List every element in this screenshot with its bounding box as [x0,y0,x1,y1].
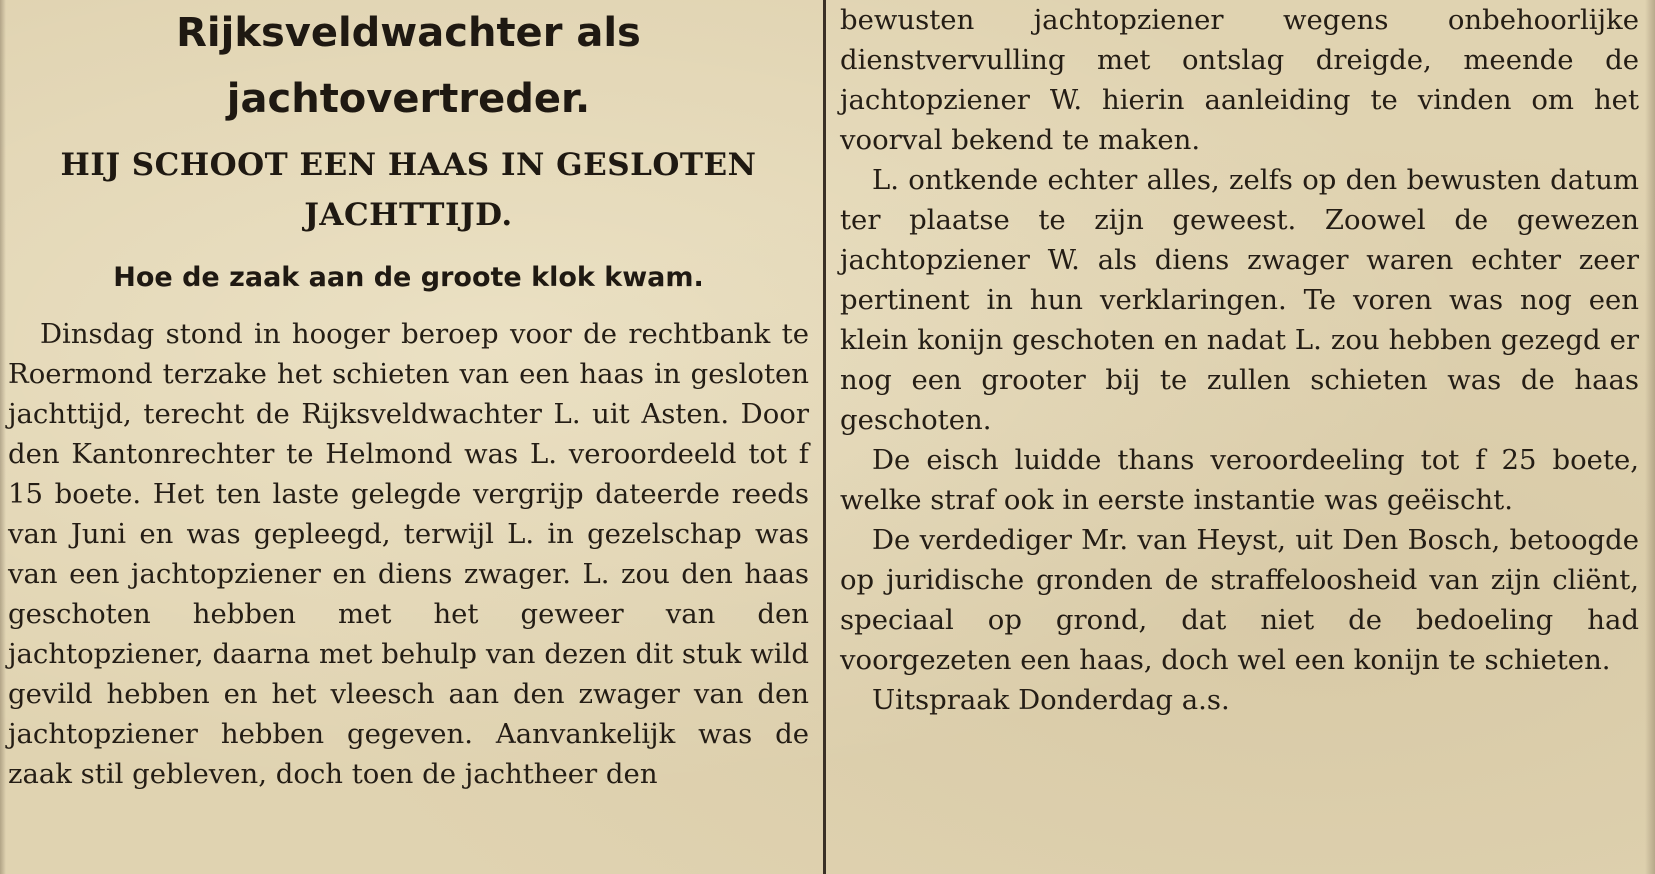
headline-line-2: jachtovertreder. [226,76,591,122]
sub-subheadline: Hoe de zaak aan de groote klok kwam. [113,262,704,293]
subheadline [8,140,809,240]
article-paragraph-5: Uitspraak Donderdag a.s. [872,684,1230,716]
article-paragraph-2: L. ontkende echter alles, zelfs op den bewusten datum ter plaatse te zijn geweest. Zoowel de gewezen jachtopziener W. als diens zwager waren echter zeer pertinent in hun verklaringen. Te voren was nog een klein konijn geschoten en nadat L. zou hebben gezegd er nog een grooter bij te zullen schieten was de haas geschoten. [840,164,1639,436]
article-paragraph-1: Dinsdag stond in hooger beroep voor de rechtbank te Roermond terzake het schieten van een haas in gesloten jachttijd, terecht de Rijksveldwachter L. uit Asten. Door den Kantonrechter te Helmond was L. veroordeeld tot f 15 boete. Het ten laste gelegde vergrijp dateerde reeds van Juni en was gepleegd, terwijl L. in gezelschap was van een jachtopziener en diens zwager. L. zou den haas geschoten hebben met het geweer van den jachtopziener, daarna met behulp van dezen dit stuk wild gevild hebben en het vleesch aan den zwager van den jachtopziener hebben gegeven. Aanvankelijk was de zaak stil gebleven, doch toen de jachtheer den [8,318,809,790]
page-edge-shadow-left [0,0,6,874]
right-column [840,0,1645,720]
article-paragraph-continued: bewusten jachtopziener wegens onbehoorlijke dienstvervulling met ontslag dreigde, meende de jachtopziener W. hierin aanleiding te vinden om het voorval bekend te maken. [840,4,1639,156]
column-divider [823,0,826,874]
article-paragraph-4: De verdediger Mr. van Heyst, uit Den Bosch, betoogde op juridische gronden de straffeloosheid van zijn cliënt, speciaal op grond, dat niet de bedoeling had voorgezeten een haas, doch wel een konijn te schieten. [840,524,1639,676]
headline [8,0,809,132]
left-column-body [8,314,809,794]
right-column-body [840,0,1639,720]
page-edge-shadow-right [1645,0,1655,874]
subheadline-line-2: JACHTTIJD. [304,197,513,233]
headline-line-1: Rijksveldwachter als [176,10,641,56]
article-paragraph-3: De eisch luidde thans veroordeeling tot f 25 boete, welke straf ook in eerste instantie was geëischt. [840,444,1639,516]
left-column [8,0,813,794]
subheadline-line-1: HIJ SCHOOT EEN HAAS IN GESLOTEN [60,147,757,183]
